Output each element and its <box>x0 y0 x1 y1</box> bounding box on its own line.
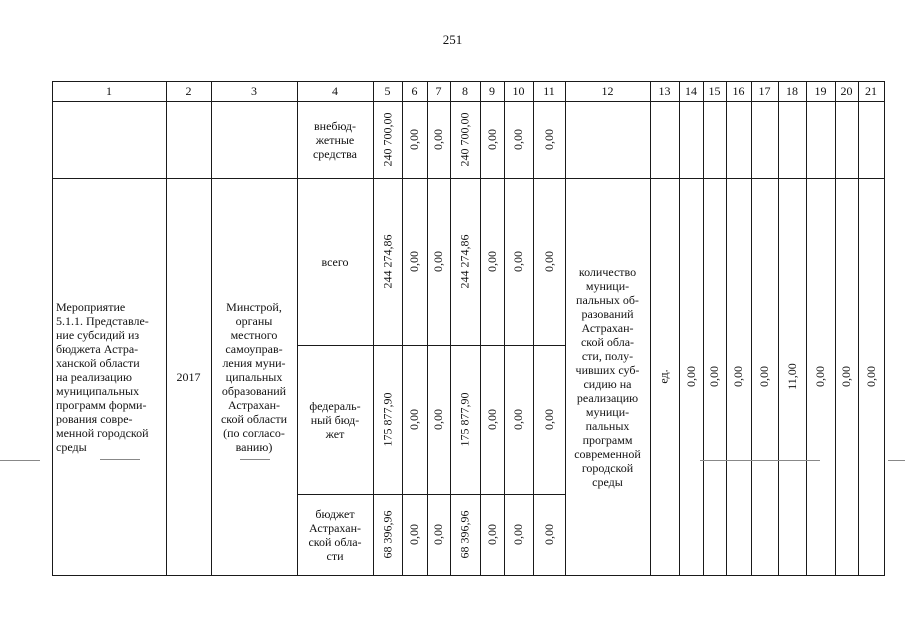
event-c14: 0,00 <box>683 366 698 387</box>
offbudget-c6: 0,00 <box>407 129 421 150</box>
total-c7: 0,00 <box>431 251 445 272</box>
regional-c9: 0,00 <box>484 524 499 545</box>
header-col-6: 6 <box>411 84 418 98</box>
total-c11: 0,00 <box>541 251 556 272</box>
scan-mark <box>0 460 40 461</box>
federal-c11: 0,00 <box>541 409 556 430</box>
event-indicator: количество муници- пальных об- разований Астрахан- ской обла- сти, полу- чивших суб- сидию на реализацию муници- пальных программ современной городской среды <box>574 264 641 489</box>
header-col-21: 21 <box>865 84 877 98</box>
header-col-5: 5 <box>384 84 391 98</box>
grid-line <box>884 81 885 576</box>
offbudget-c9: 0,00 <box>484 129 499 150</box>
header-col-9: 9 <box>489 84 495 98</box>
event-year: 2017 <box>176 369 201 384</box>
federal-c8: 175 877,90 <box>457 392 472 447</box>
federal-c5: 175 877,90 <box>380 392 394 447</box>
event-c20: 0,00 <box>839 366 853 387</box>
header-col-19: 19 <box>814 84 827 98</box>
grid-line <box>52 81 53 576</box>
federal-c6: 0,00 <box>407 409 421 430</box>
grid-line <box>52 575 884 576</box>
source-regional: бюджет Астрахан- ской обла- сти <box>308 506 362 563</box>
page-number: 251 <box>442 32 463 47</box>
regional-c6: 0,00 <box>407 524 421 545</box>
total-c8: 244 274,86 <box>457 234 472 289</box>
header-col-3: 3 <box>251 84 257 98</box>
regional-c11: 0,00 <box>541 524 556 545</box>
total-c6: 0,00 <box>407 251 421 272</box>
total-c10: 0,00 <box>511 251 525 272</box>
total-c9: 0,00 <box>484 251 499 272</box>
source-federal: федераль- ный бюд- жет <box>309 398 361 441</box>
header-col-20: 20 <box>840 84 853 98</box>
event-c18: 11,00 <box>784 363 799 390</box>
source-total: всего <box>321 254 349 269</box>
offbudget-c7: 0,00 <box>431 129 445 150</box>
event-c16: 0,00 <box>731 366 745 387</box>
federal-c7: 0,00 <box>431 409 445 430</box>
regional-c5: 68 396,96 <box>380 510 394 559</box>
regional-c8: 68 396,96 <box>457 510 472 559</box>
header-col-10: 10 <box>512 84 525 98</box>
scan-mark <box>888 460 905 461</box>
header-col-15: 15 <box>708 84 721 98</box>
regional-c10: 0,00 <box>511 524 525 545</box>
header-col-8: 8 <box>462 84 468 98</box>
header-col-13: 13 <box>658 84 671 98</box>
federal-c10: 0,00 <box>511 409 525 430</box>
event-name: Мероприятие 5.1.1. Представле- ние субсидий из бюджета Астра- ханской области на реализацию муниципальных программ форми- рования совре- менной городской среды <box>56 299 149 454</box>
event-c17: 0,00 <box>757 366 771 387</box>
header-col-17: 17 <box>758 84 771 98</box>
total-c5: 244 274,86 <box>380 234 394 289</box>
source-offbudget: внебюд- жетные средства <box>312 118 357 161</box>
federal-c9: 0,00 <box>484 409 499 430</box>
header-col-7: 7 <box>435 84 442 98</box>
event-c15: 0,00 <box>707 366 721 387</box>
header-col-4: 4 <box>332 84 338 98</box>
offbudget-c10: 0,00 <box>511 129 525 150</box>
header-col-1: 1 <box>106 84 112 98</box>
header-col-14: 14 <box>685 84 697 98</box>
header-col-18: 18 <box>786 84 798 98</box>
header-col-2: 2 <box>185 84 192 98</box>
offbudget-c5: 240 700,00 <box>380 112 394 167</box>
event-c19: 0,00 <box>813 366 827 387</box>
offbudget-c11: 0,00 <box>541 129 556 150</box>
header-col-11: 11 <box>543 84 555 98</box>
event-c13: ед. <box>657 369 671 384</box>
regional-c7: 0,00 <box>431 524 445 545</box>
header-col-16: 16 <box>732 84 745 98</box>
event-executor: Минстрой, органы местного самоуправ- ления муни- ципальных образований Астрахан- ской области (по согласо- ванию) <box>220 299 288 454</box>
header-col-12: 12 <box>601 84 614 98</box>
event-c21: 0,00 <box>863 366 878 387</box>
offbudget-c8: 240 700,00 <box>457 112 472 167</box>
